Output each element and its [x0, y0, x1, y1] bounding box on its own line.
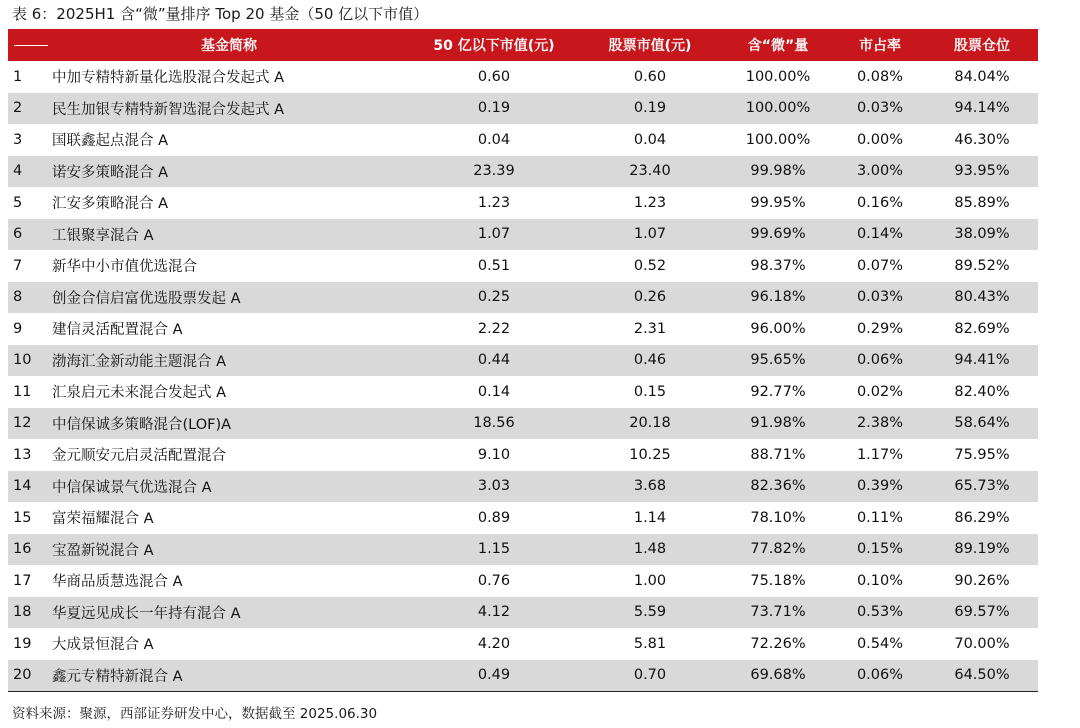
cell-stock-position: 65.73%: [926, 471, 1038, 503]
header-stock-position: 股票仓位: [926, 29, 1038, 61]
cell-below-50: 1.07: [410, 219, 578, 251]
cell-market-share: 0.15%: [834, 534, 926, 566]
cell-stock-value: 1.48: [578, 534, 722, 566]
cell-fund-name: 民生加银专精特新智选混合发起式 A: [48, 93, 410, 125]
cell-stock-position: 70.00%: [954, 635, 1010, 652]
cell-stock-value: 1.23: [633, 194, 667, 211]
table-row: [8, 345, 1038, 377]
cell-wei-ratio: 98.37%: [750, 257, 806, 274]
cell-stock-position: 75.95%: [954, 446, 1010, 463]
header-below-50: 50 亿以下市值(元): [410, 29, 578, 61]
cell-wei-ratio: 92.77%: [750, 383, 806, 400]
table-row: [8, 502, 1038, 534]
cell-fund-name: 新华中小市值优选混合: [52, 259, 197, 276]
fund-ranking-table: [8, 29, 1038, 692]
cell-below-50: 0.76: [477, 572, 511, 589]
table-row: [8, 376, 1038, 408]
table-row: [8, 156, 1038, 188]
cell-fund-name: 中信保诚景气优选混合 A: [48, 471, 410, 503]
cell-below-50: 0.25: [410, 282, 578, 314]
table-row: [8, 61, 1038, 93]
cell-market-share: 2.38%: [834, 408, 926, 440]
header-index-cell: [8, 29, 48, 61]
cell-index: 5: [13, 194, 23, 211]
header-market-share: 市占率: [834, 29, 926, 61]
cell-fund-name: 中信保诚多策略混合(LOF)A: [48, 408, 410, 440]
cell-stock-position: 69.57%: [926, 597, 1038, 629]
cell-below-50: 3.03: [410, 471, 578, 503]
cell-fund-name: 富荣福耀混合 A: [52, 511, 154, 528]
table-body: [8, 61, 1038, 692]
cell-stock-position: 94.14%: [926, 93, 1038, 125]
cell-stock-position: 82.40%: [954, 383, 1010, 400]
cell-index: 11: [13, 383, 32, 400]
cell-stock-position: 64.50%: [926, 660, 1038, 692]
cell-stock-value: 0.15: [633, 383, 667, 400]
cell-wei-ratio: 99.69%: [722, 219, 834, 251]
table-row: [8, 282, 1038, 314]
cell-market-share: 3.00%: [834, 156, 926, 188]
cell-fund-name: 宝盈新锐混合 A: [48, 534, 410, 566]
cell-stock-position: 38.09%: [926, 219, 1038, 251]
cell-wei-ratio: 75.18%: [750, 572, 806, 589]
cell-market-share: 0.14%: [834, 219, 926, 251]
cell-stock-value: 5.81: [633, 635, 667, 652]
cell-wei-ratio: 100.00%: [745, 68, 811, 85]
cell-stock-value: 0.19: [578, 93, 722, 125]
cell-wei-ratio: 77.82%: [722, 534, 834, 566]
cell-stock-value: 1.07: [578, 219, 722, 251]
cell-wei-ratio: 96.00%: [750, 320, 806, 337]
cell-wei-ratio: 100.00%: [722, 93, 834, 125]
table-row: [8, 534, 1038, 566]
cell-below-50: 4.12: [410, 597, 578, 629]
cell-stock-value: 0.26: [578, 282, 722, 314]
cell-market-share: 0.06%: [834, 660, 926, 692]
header-dash-line: [14, 45, 48, 46]
cell-below-50: 0.19: [410, 93, 578, 125]
cell-fund-name: 诺安多策略混合 A: [48, 156, 410, 188]
cell-stock-value: 0.46: [578, 345, 722, 377]
cell-stock-value: 23.40: [578, 156, 722, 188]
cell-stock-value: 5.59: [578, 597, 722, 629]
cell-stock-value: 0.52: [633, 257, 667, 274]
cell-index: 4: [8, 156, 48, 188]
cell-index: 18: [8, 597, 48, 629]
header-wei-ratio: 含“微”量: [722, 29, 834, 61]
cell-fund-name: 建信灵活配置混合 A: [52, 322, 183, 339]
cell-market-share: 0.00%: [856, 131, 904, 148]
cell-wei-ratio: 100.00%: [745, 131, 811, 148]
fund-table-container: [8, 29, 1038, 692]
cell-fund-name: 华夏远见成长一年持有混合 A: [48, 597, 410, 629]
cell-stock-position: 85.89%: [954, 194, 1010, 211]
cell-index: 17: [13, 572, 32, 589]
table-row: [8, 471, 1038, 503]
cell-market-share: 1.17%: [856, 446, 904, 463]
cell-index: 19: [13, 635, 32, 652]
cell-stock-value: 2.31: [633, 320, 667, 337]
cell-stock-position: 93.95%: [926, 156, 1038, 188]
cell-fund-name: 华商品质慧选混合 A: [52, 574, 183, 591]
cell-wei-ratio: 95.65%: [722, 345, 834, 377]
cell-wei-ratio: 99.98%: [722, 156, 834, 188]
cell-index: 10: [8, 345, 48, 377]
cell-wei-ratio: 96.18%: [722, 282, 834, 314]
cell-stock-position: 58.64%: [926, 408, 1038, 440]
cell-fund-name: 汇泉启元未来混合发起式 A: [52, 385, 227, 402]
table-row: [8, 187, 1038, 219]
table-row: [8, 219, 1038, 251]
cell-stock-position: 82.69%: [954, 320, 1010, 337]
cell-stock-position: 89.52%: [954, 257, 1010, 274]
cell-stock-value: 0.70: [578, 660, 722, 692]
table-header-row: [8, 29, 1038, 61]
cell-wei-ratio: 99.95%: [750, 194, 806, 211]
cell-fund-name: 汇安多策略混合 A: [52, 196, 169, 213]
cell-index: 15: [13, 509, 32, 526]
table-row: [8, 565, 1038, 597]
cell-market-share: 0.16%: [856, 194, 904, 211]
cell-index: 1: [13, 68, 23, 85]
table-row: [8, 313, 1038, 345]
cell-market-share: 0.02%: [856, 383, 904, 400]
cell-fund-name: 工银聚享混合 A: [48, 219, 410, 251]
table-row: [8, 93, 1038, 125]
cell-stock-value: 0.04: [633, 131, 667, 148]
cell-index: 12: [8, 408, 48, 440]
cell-stock-position: 90.26%: [954, 572, 1010, 589]
cell-below-50: 0.14: [477, 383, 511, 400]
cell-wei-ratio: 91.98%: [722, 408, 834, 440]
cell-market-share: 0.39%: [834, 471, 926, 503]
cell-stock-position: 80.43%: [926, 282, 1038, 314]
cell-fund-name: 大成景恒混合 A: [52, 637, 154, 654]
cell-below-50: 18.56: [410, 408, 578, 440]
cell-index: 14: [8, 471, 48, 503]
header-fund-name: 基金简称: [48, 29, 410, 61]
cell-stock-value: 1.00: [633, 572, 667, 589]
cell-wei-ratio: 82.36%: [722, 471, 834, 503]
cell-index: 9: [13, 320, 23, 337]
cell-below-50: 0.49: [410, 660, 578, 692]
cell-market-share: 0.54%: [856, 635, 904, 652]
cell-fund-name: 渤海汇金新动能主题混合 A: [48, 345, 410, 377]
cell-market-share: 0.10%: [856, 572, 904, 589]
cell-below-50: 0.51: [477, 257, 511, 274]
cell-below-50: 4.20: [477, 635, 511, 652]
source-note: 资料来源：聚源，西部证券研发中心，数据截至 2025.06.30: [12, 706, 378, 722]
table-row: [8, 628, 1038, 660]
cell-market-share: 0.08%: [856, 68, 904, 85]
cell-index: 13: [13, 446, 32, 463]
table-row: [8, 124, 1038, 156]
cell-fund-name: 金元顺安元启灵活配置混合: [52, 448, 226, 465]
cell-stock-value: 3.68: [578, 471, 722, 503]
cell-wei-ratio: 88.71%: [750, 446, 806, 463]
cell-stock-value: 10.25: [629, 446, 671, 463]
cell-index: 16: [8, 534, 48, 566]
cell-below-50: 1.23: [477, 194, 511, 211]
cell-stock-value: 1.14: [633, 509, 667, 526]
cell-below-50: 9.10: [477, 446, 511, 463]
cell-wei-ratio: 73.71%: [722, 597, 834, 629]
cell-wei-ratio: 69.68%: [722, 660, 834, 692]
header-stock-value: 股票市值(元): [578, 29, 722, 61]
cell-index: 7: [13, 257, 23, 274]
cell-market-share: 0.07%: [856, 257, 904, 274]
cell-stock-position: 89.19%: [926, 534, 1038, 566]
table-row: [8, 250, 1038, 282]
table-row: [8, 439, 1038, 471]
cell-stock-position: 94.41%: [926, 345, 1038, 377]
cell-below-50: 2.22: [477, 320, 511, 337]
table-row: [8, 408, 1038, 440]
cell-fund-name: 中加专精特新量化选股混合发起式 A: [52, 70, 285, 87]
cell-below-50: 0.89: [477, 509, 511, 526]
table-row: [8, 660, 1038, 692]
cell-market-share: 0.03%: [834, 93, 926, 125]
cell-below-50: 23.39: [410, 156, 578, 188]
cell-index: 2: [8, 93, 48, 125]
cell-below-50: 1.15: [410, 534, 578, 566]
cell-index: 3: [13, 131, 23, 148]
cell-index: 8: [8, 282, 48, 314]
cell-market-share: 0.29%: [856, 320, 904, 337]
cell-fund-name: 鑫元专精特新混合 A: [48, 660, 410, 692]
cell-index: 6: [8, 219, 48, 251]
cell-below-50: 0.44: [410, 345, 578, 377]
cell-stock-value: 20.18: [578, 408, 722, 440]
cell-market-share: 0.11%: [856, 509, 904, 526]
cell-wei-ratio: 78.10%: [750, 509, 806, 526]
cell-stock-position: 84.04%: [954, 68, 1010, 85]
cell-fund-name: 国联鑫起点混合 A: [52, 133, 169, 150]
cell-market-share: 0.03%: [834, 282, 926, 314]
cell-below-50: 0.60: [477, 68, 511, 85]
cell-stock-value: 0.60: [633, 68, 667, 85]
table-caption: 表 6：2025H1 含“微”量排序 Top 20 基金（50 亿以下市值）: [12, 5, 429, 23]
table-row: [8, 597, 1038, 629]
cell-stock-position: 46.30%: [954, 131, 1010, 148]
cell-below-50: 0.04: [477, 131, 511, 148]
cell-market-share: 0.53%: [834, 597, 926, 629]
cell-stock-position: 86.29%: [954, 509, 1010, 526]
cell-index: 20: [8, 660, 48, 692]
cell-fund-name: 创金合信启富优选股票发起 A: [48, 282, 410, 314]
cell-wei-ratio: 72.26%: [750, 635, 806, 652]
cell-market-share: 0.06%: [834, 345, 926, 377]
